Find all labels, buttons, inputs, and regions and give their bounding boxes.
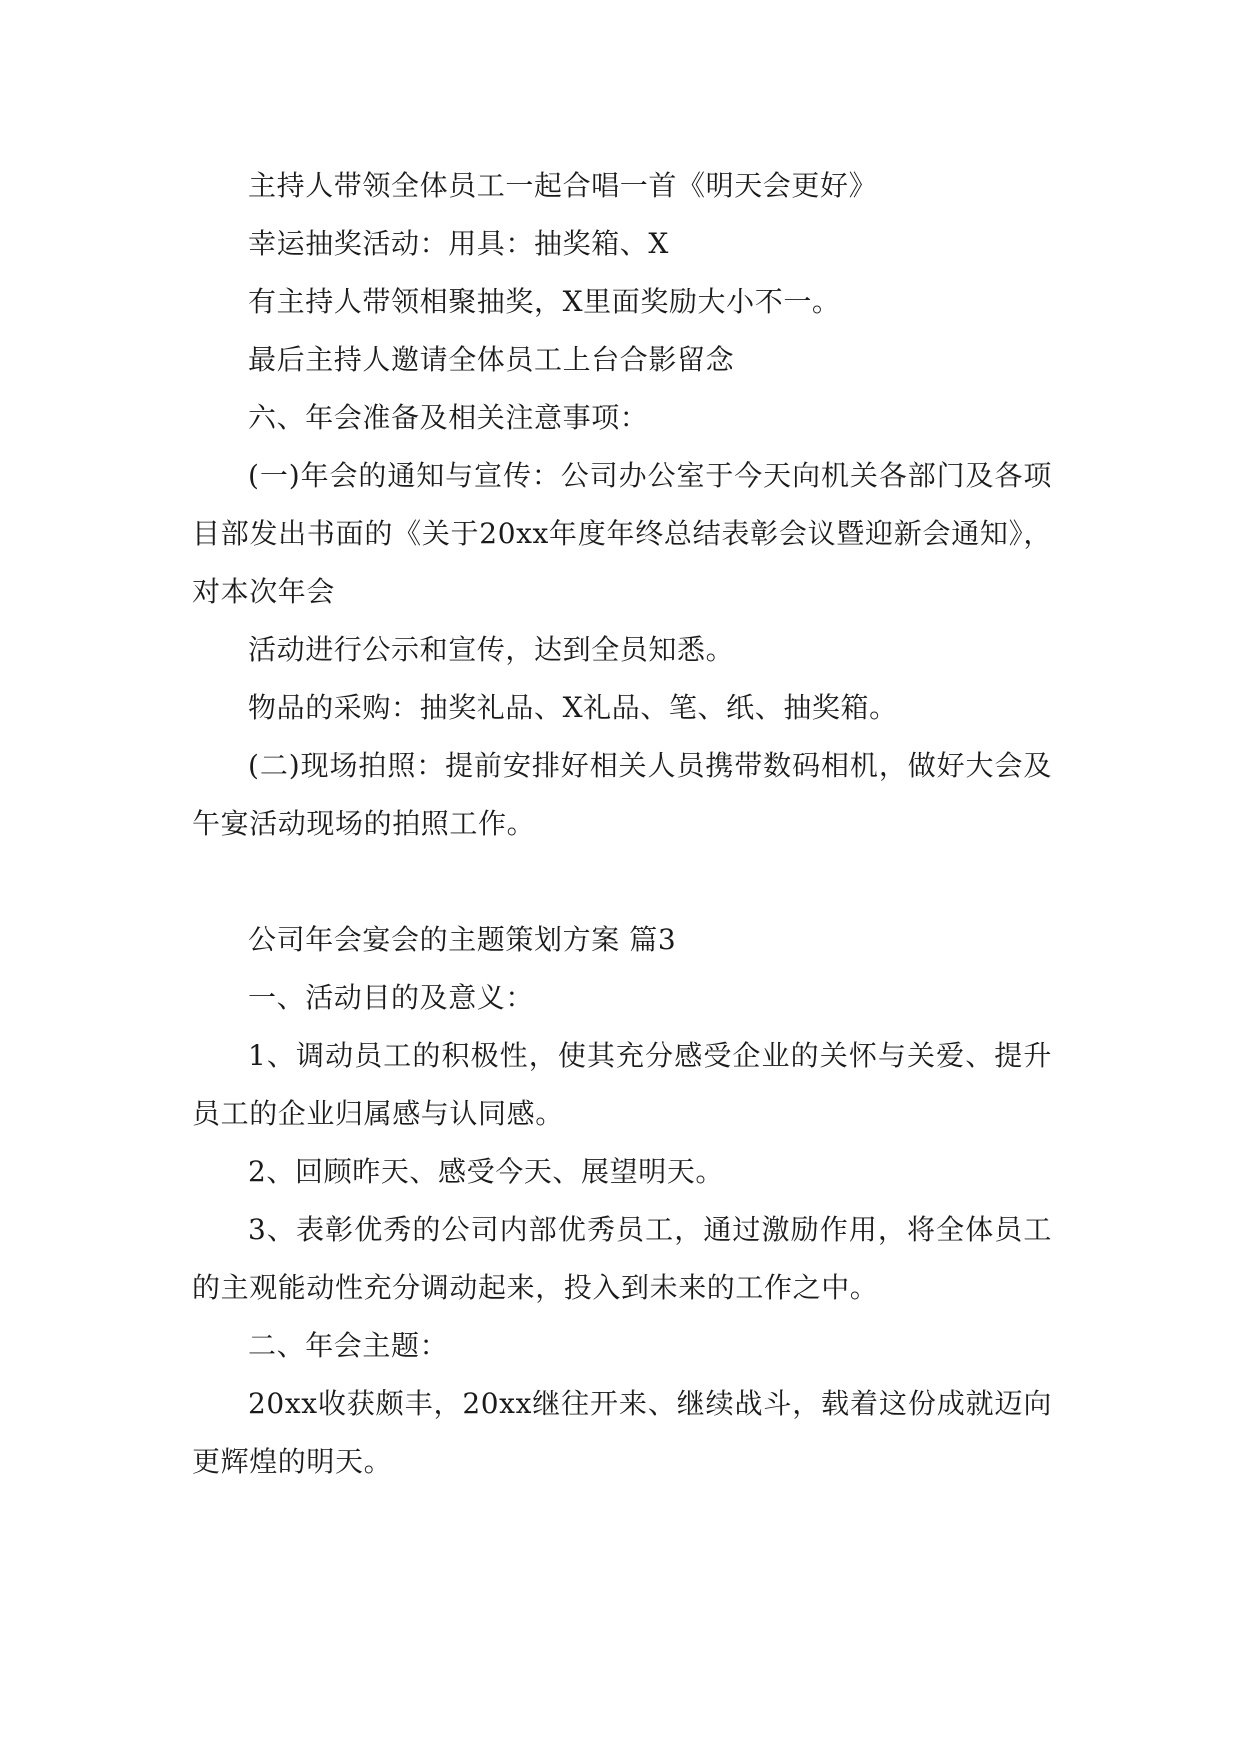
heading-purpose: 一、活动目的及意义： (248, 981, 535, 1014)
section-spacer (192, 853, 1052, 911)
paragraph-chorus: 主持人带领全体员工一起合唱一首《明天会更好》 (248, 169, 878, 202)
paragraph-publicity: 活动进行公示和宣传，达到全员知悉。 (248, 633, 735, 666)
paragraph-purchase: 物品的采购：抽奖礼品、X礼品、笔、纸、抽奖箱。 (248, 691, 898, 724)
paragraph-purpose-2: 2、回顾昨天、感受今天、展望明天。 (248, 1155, 725, 1188)
document-body (192, 157, 1052, 1491)
paragraph-purpose-3: 3、表彰优秀的公司内部优秀员工，通过激励作用，将全体员工的主观能动性充分调动起来，投入到未来的工作之中。 (192, 1213, 1052, 1304)
paragraph-group-photo: 最后主持人邀请全体员工上台合影留念 (248, 343, 735, 376)
heading-theme: 二、年会主题： (248, 1329, 449, 1362)
section-title: 公司年会宴会的主题策划方案 篇3 (248, 923, 677, 956)
paragraph-purpose-1: 1、调动员工的积极性，使其充分感受企业的关怀与关爱、提升员工的企业归属感与认同感。 (192, 1039, 1052, 1130)
paragraph-lucky-draw: 幸运抽奖活动：用具：抽奖箱、X (248, 227, 669, 260)
paragraph-draw-host: 有主持人带领相聚抽奖，X里面奖励大小不一。 (248, 285, 841, 318)
paragraph-notice: (一)年会的通知与宣传：公司办公室于今天向机关各部门及各项目部发出书面的《关于20xx年度年终总结表彰会议暨迎新会通知》，对本次年会 (192, 459, 1052, 608)
paragraph-photography: (二)现场拍照：提前安排好相关人员携带数码相机，做好大会及午宴活动现场的拍照工作。 (192, 749, 1052, 840)
paragraph-theme: 20xx收获颇丰，20xx继往开来、继续战斗，载着这份成就迈向更辉煌的明天。 (192, 1387, 1052, 1478)
heading-preparation: 六、年会准备及相关注意事项： (248, 401, 649, 434)
